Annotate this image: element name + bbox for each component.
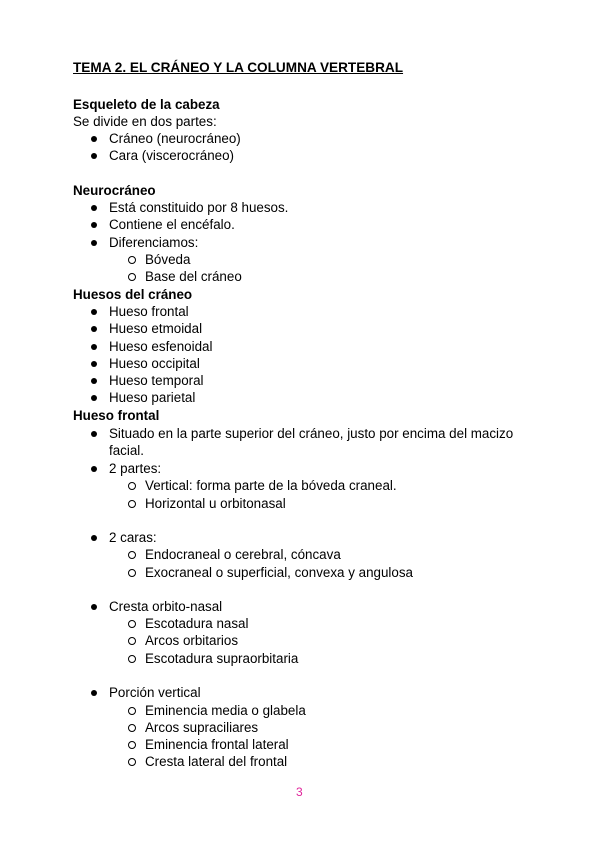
sub-list-item: Arcos orbitarios [145, 633, 239, 648]
circle-bullet-icon [128, 650, 137, 659]
heading-esqueleto: Esqueleto de la cabeza [73, 97, 220, 112]
heading-neurocraneo: Neurocráneo [73, 183, 156, 198]
list-item: Está constituido por 8 huesos. [109, 200, 289, 215]
sub-list-item: Eminencia media o glabela [145, 703, 306, 718]
circle-bullet-icon [128, 546, 137, 555]
list-item: Cara (viscerocráneo) [109, 148, 235, 163]
page-number: 3 [296, 785, 303, 799]
list-item: Hueso frontal [109, 304, 189, 319]
sub-list-item: Eminencia frontal lateral [145, 737, 289, 752]
list-item: Hueso etmoidal [109, 321, 203, 336]
bullet-icon [91, 389, 99, 397]
bullet-icon [91, 372, 99, 380]
list-item: Porción vertical [109, 685, 201, 700]
circle-bullet-icon [128, 736, 137, 745]
list-item: 2 caras: [109, 530, 157, 545]
sub-list-item: Vertical: forma parte de la bóveda craneal. [145, 478, 397, 493]
list-item: Diferenciamos: [109, 235, 199, 250]
list-item: Hueso occipital [109, 356, 200, 371]
bullet-icon [91, 199, 99, 207]
circle-bullet-icon [128, 753, 137, 762]
bullet-icon [91, 147, 99, 155]
sub-list-item: Arcos supraciliares [145, 720, 259, 735]
bullet-icon [91, 684, 99, 692]
sub-list-item: Horizontal u orbitonasal [145, 496, 286, 511]
sub-list-item: Bóveda [145, 252, 191, 267]
circle-bullet-icon [128, 615, 137, 624]
bullet-icon [91, 460, 99, 468]
heading-huesos: Huesos del cráneo [73, 287, 193, 302]
bullet-icon [91, 425, 99, 433]
list-item: Hueso temporal [109, 373, 204, 388]
bullet-icon [91, 216, 99, 224]
circle-bullet-icon [128, 564, 137, 573]
list-item: 2 partes: [109, 461, 162, 476]
circle-bullet-icon [128, 702, 137, 711]
bullet-icon [91, 320, 99, 328]
list-item: Situado en la parte superior del cráneo, justo por encima del macizo [109, 426, 514, 441]
heading-frontal: Hueso frontal [73, 408, 160, 423]
sub-list-item: Cresta lateral del frontal [145, 754, 288, 769]
sub-list-item: Escotadura nasal [145, 616, 249, 631]
bullet-icon [91, 598, 99, 606]
circle-bullet-icon [128, 268, 137, 277]
circle-bullet-icon [128, 495, 137, 504]
sub-list-item: Base del cráneo [145, 269, 242, 284]
sub-list-item: Escotadura supraorbitaria [145, 651, 299, 666]
sub-list-item: Endocraneal o cerebral, cóncava [145, 547, 341, 562]
list-item: Hueso parietal [109, 390, 196, 405]
bullet-icon [91, 529, 99, 537]
bullet-icon [91, 234, 99, 242]
circle-bullet-icon [128, 477, 137, 486]
bullet-icon [91, 303, 99, 311]
circle-bullet-icon [128, 632, 137, 641]
list-item: Cresta orbito-nasal [109, 599, 223, 614]
esqueleto-intro: Se divide en dos partes: [73, 114, 217, 129]
circle-bullet-icon [128, 251, 137, 260]
list-item: Contiene el encéfalo. [109, 217, 235, 232]
list-item-continuation: facial. [109, 443, 144, 458]
list-item: Cráneo (neurocráneo) [109, 131, 241, 146]
page-title: TEMA 2. EL CRÁNEO Y LA COLUMNA VERTEBRAL [73, 60, 404, 75]
circle-bullet-icon [128, 719, 137, 728]
bullet-icon [91, 355, 99, 363]
bullet-icon [91, 338, 99, 346]
bullet-icon [91, 130, 99, 138]
list-item: Hueso esfenoidal [109, 339, 213, 354]
sub-list-item: Exocraneal o superficial, convexa y angulosa [145, 565, 413, 580]
